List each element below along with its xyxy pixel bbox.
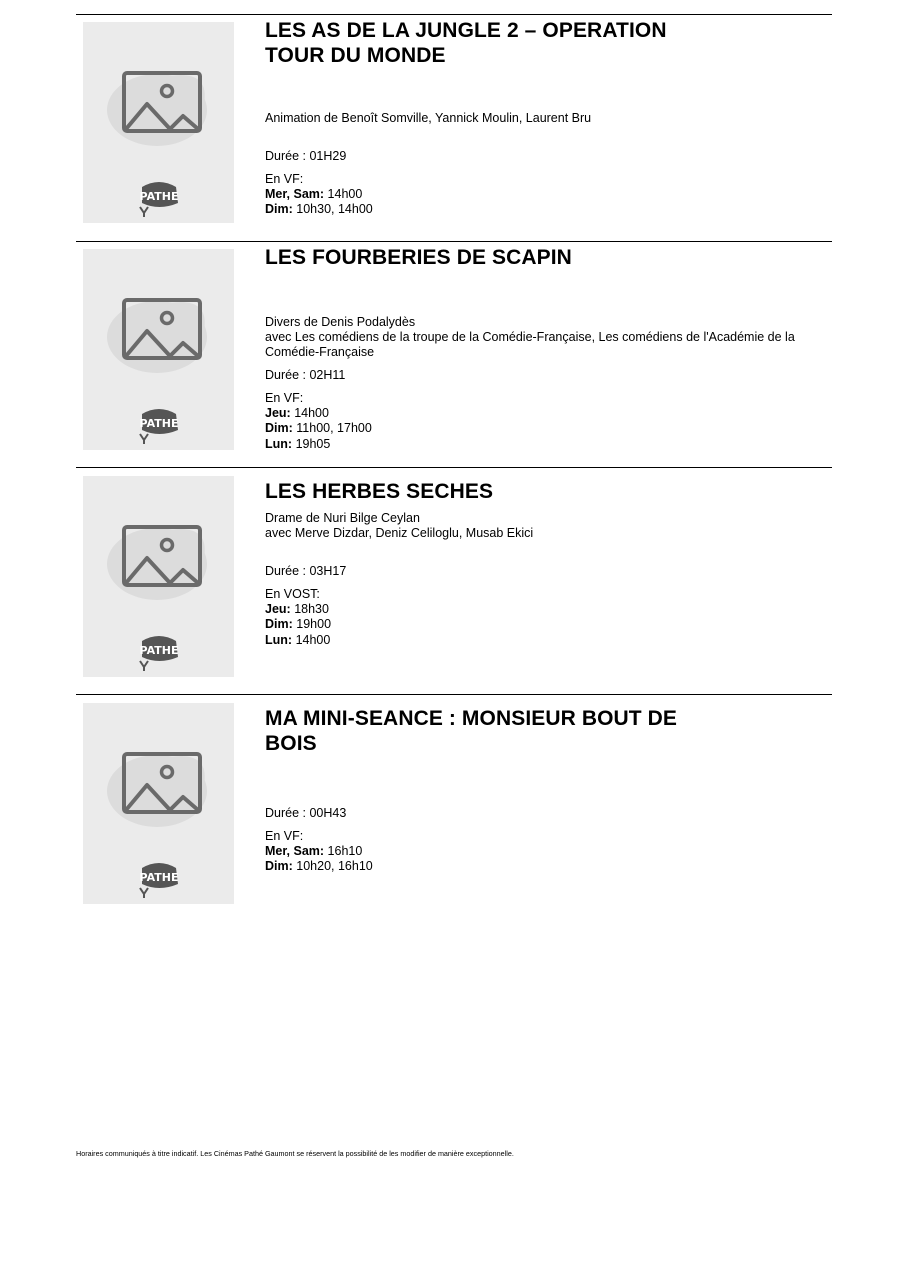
showtime-days: Lun: bbox=[265, 632, 293, 647]
showtime-times: 14h00 bbox=[327, 187, 363, 202]
showtime-times: 10h30, 14h00 bbox=[296, 202, 373, 217]
svg-text:PATHE: PATHE bbox=[139, 871, 179, 884]
film-title: LES HERBES SECHES bbox=[265, 480, 494, 503]
showtimes-block bbox=[265, 391, 372, 452]
version-label: En VF: bbox=[265, 829, 304, 843]
cast-line: avec Merve Dizdar, Deniz Celiloglu, Musab Ekici bbox=[265, 526, 534, 541]
showtime-days: Dim: bbox=[265, 617, 293, 632]
film-duration: Durée : 00H43 bbox=[265, 806, 347, 820]
image-placeholder-icon bbox=[100, 285, 218, 395]
film-info bbox=[265, 706, 785, 756]
showtime-times: 14h00 bbox=[295, 632, 331, 647]
showtime-row bbox=[265, 421, 372, 436]
disclaimer-footer: Horaires communiqués à titre indicatif. Les Cinémas Pathé Gaumont se réservent la possibilité de les modifier de manière exceptionnelle. bbox=[76, 1149, 514, 1158]
showtime-row bbox=[265, 437, 372, 452]
film-credits bbox=[265, 511, 533, 541]
film-info bbox=[265, 245, 785, 270]
film-credits: Animation de Benoît Somville, Yannick Moulin, Laurent Bru bbox=[265, 111, 592, 125]
pathe-logo bbox=[134, 404, 184, 444]
credits-line: Divers de Denis Podalydès bbox=[265, 315, 416, 329]
showtime-row bbox=[265, 202, 373, 217]
showtime-times: 10h20, 16h10 bbox=[296, 859, 373, 874]
poster-placeholder bbox=[83, 703, 234, 904]
pathe-logo bbox=[134, 858, 184, 898]
showtime-row bbox=[265, 406, 372, 421]
showtimes-block bbox=[265, 829, 373, 875]
film-title: MA MINI-SEANCE : MONSIEUR BOUT DE BOIS bbox=[265, 707, 678, 755]
showtime-row bbox=[265, 859, 373, 874]
showtime-days: Dim: bbox=[265, 202, 293, 217]
showtime-times: 11h00, 17h00 bbox=[296, 421, 372, 436]
film-info bbox=[265, 479, 785, 504]
showtime-days: Dim: bbox=[265, 421, 293, 436]
showtime-times: 14h00 bbox=[294, 406, 329, 421]
film-duration: Durée : 03H17 bbox=[265, 564, 347, 578]
film-entry bbox=[76, 14, 832, 241]
showtime-times: 16h10 bbox=[327, 844, 363, 859]
showtime-times: 19h00 bbox=[296, 617, 332, 632]
showtimes-block bbox=[265, 587, 331, 648]
film-entry bbox=[76, 241, 832, 468]
version-label: En VF: bbox=[265, 391, 304, 405]
poster-placeholder bbox=[83, 22, 234, 223]
pathe-logo bbox=[134, 631, 184, 671]
showtime-row bbox=[265, 633, 331, 648]
image-placeholder-icon bbox=[100, 739, 218, 849]
film-duration: Durée : 02H11 bbox=[265, 368, 346, 382]
showtime-days: Jeu: bbox=[265, 602, 291, 617]
showtime-row bbox=[265, 187, 373, 202]
showtime-times: 18h30 bbox=[294, 602, 329, 617]
version-label: En VF: bbox=[265, 172, 304, 186]
showtime-days: Dim: bbox=[265, 859, 293, 874]
version-label: En VOST: bbox=[265, 587, 320, 601]
film-title: LES AS DE LA JUNGLE 2 – OPERATION TOUR DU MONDE bbox=[265, 19, 667, 67]
showtime-days: Lun: bbox=[265, 436, 293, 451]
svg-text:PATHE: PATHE bbox=[139, 644, 179, 657]
film-entry bbox=[76, 694, 832, 921]
showtimes-block bbox=[265, 172, 373, 218]
image-placeholder-icon bbox=[100, 58, 218, 168]
film-title: LES FOURBERIES DE SCAPIN bbox=[265, 246, 572, 269]
showtime-days: Mer, Sam: bbox=[265, 844, 325, 859]
pathe-logo bbox=[134, 177, 184, 217]
showtime-row bbox=[265, 617, 331, 632]
showtime-row bbox=[265, 602, 331, 617]
showtime-row bbox=[265, 844, 373, 859]
credits-line: Drame de Nuri Bilge Ceylan bbox=[265, 511, 420, 525]
showtime-times: 19h05 bbox=[295, 436, 331, 451]
poster-placeholder bbox=[83, 476, 234, 677]
film-duration: Durée : 01H29 bbox=[265, 149, 347, 163]
svg-text:PATHE: PATHE bbox=[139, 417, 179, 430]
svg-text:PATHE: PATHE bbox=[139, 190, 179, 203]
cast-line: avec Les comédiens de la troupe de la Comédie-Française, Les comédiens de l'Académie de la Comédie-Française bbox=[265, 330, 795, 360]
showtime-days: Mer, Sam: bbox=[265, 187, 325, 202]
showtime-days: Jeu: bbox=[265, 406, 291, 421]
film-credits bbox=[265, 315, 805, 361]
film-entry bbox=[76, 467, 832, 694]
film-info bbox=[265, 18, 785, 68]
poster-placeholder bbox=[83, 249, 234, 450]
image-placeholder-icon bbox=[100, 512, 218, 622]
